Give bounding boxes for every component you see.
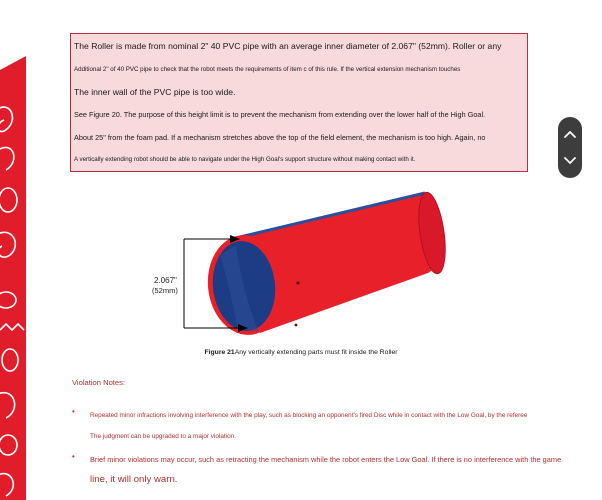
- rule-line: A vertically extending robot should be able to navigate under the High Goal's support structure without making contact with it.: [74, 156, 416, 163]
- chevron-down-icon: [563, 156, 577, 166]
- diameter-label-mm: (52mm): [152, 286, 178, 295]
- rule-line: Additional 2" of 40 PVC pipe to check that the robot meets the requirements of item c of this rule. If the vertical extension mechanism touches: [74, 66, 461, 73]
- violation-item-line: Brief minor violations may occur, such as retracting the mechanism while the robot enters the Low Goal. If there is no interference with the game: [90, 455, 562, 464]
- bullet-marker: •: [72, 407, 75, 416]
- decorative-side-strip: [0, 0, 26, 500]
- rule-line: The inner wall of the PVC pipe is too wide.: [74, 87, 236, 97]
- scroll-down-button[interactable]: [558, 146, 582, 176]
- violation-notes-title: Violation Notes:: [72, 378, 126, 387]
- violation-item-line: Repeated minor infractions involving interference with the play, such as blocking an opponent's fired Disc while in contact with the Low Goal, by the referee: [90, 412, 528, 419]
- figure-number: Figure 21: [204, 349, 235, 356]
- rule-line: About 25" from the foam pad. If a mechanism stretches above the top of the field element, the mechanism is too high. Again, no: [74, 133, 486, 142]
- chevron-up-icon: [563, 129, 577, 139]
- figure-caption: [0, 349, 602, 356]
- roller-figure: [140, 185, 470, 350]
- bullet-marker: •: [72, 452, 75, 461]
- rule-excerpt-box: [70, 33, 528, 172]
- page-scroll-control: [558, 117, 582, 178]
- rule-line: The Roller is made from nominal 2" 40 PVC pipe with an average inner diameter of 2.067" (52mm). Roller or any: [74, 41, 502, 51]
- violation-item-line: line, it will only warn.: [90, 474, 178, 485]
- violation-item-line: The judgment can be upgraded to a major violation.: [90, 433, 237, 440]
- rule-line: See Figure 20. The purpose of this height limit is to prevent the mechanism from extending over the lower half of the High Goal.: [74, 110, 486, 119]
- scroll-up-button[interactable]: [558, 119, 582, 149]
- figure-caption-text: Any vertically extending parts must fit inside the Roller: [234, 349, 398, 356]
- diameter-label: 2.067": [154, 276, 177, 285]
